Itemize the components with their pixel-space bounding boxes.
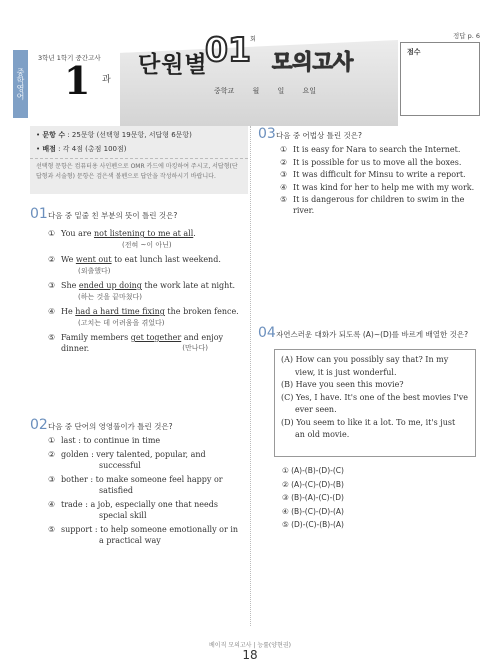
order-option-5[interactable]: ⑤ (D)-(C)-(B)-(A) [282,520,344,529]
definition: : to continue in time [78,436,161,445]
points: • 배점 : 각 4점 (총점 100점) [36,145,127,153]
choice-5[interactable] [48,332,248,354]
vocab-word: trade [61,500,83,509]
notice-description: 선택형 문항은 컴퓨터용 사인펜으로 OMR 카드에 마킹하여 주시고, 서답형(단답형과 서술형) 문항은 검은색 볼펜으로 답안을 작성하시기 바랍니다. [36,163,238,180]
definition-cont: successful [99,461,141,470]
order-option-4[interactable]: ④ (B)-(C)-(D)-(A) [282,506,344,516]
definition: : a job, especially one that needs [85,500,218,509]
choice-2[interactable] [48,449,248,471]
question-count-label: 문항 수 [42,131,66,139]
choice-mark: ② [48,255,56,264]
dialogue-line: an old movie. [295,430,350,439]
question-number: 02 [30,417,48,433]
choice-5[interactable] [280,194,490,216]
dialogue-line: view, it is just wonderful. [295,367,397,377]
meaning-gloss: (하는 것을 끝마쳤다) [78,293,143,301]
choice-list [48,228,248,357]
order-option-1[interactable]: ① (A)-(B)-(D)-(C) [282,466,344,475]
choice-text: You are [61,229,94,238]
underlined-phrase: ended up doing [78,281,142,290]
exam-type: 3학년 1학기 중간고사 [38,54,101,62]
question-number: 03 [258,126,276,142]
definition-cont: special skill [99,511,147,520]
vocab-word: golden [61,450,89,459]
choice-3[interactable] [48,280,248,303]
page-number: 18 [242,648,258,662]
exam-notice [30,126,248,194]
date-day: 일 [277,87,285,95]
underlined-phrase: get together [130,333,182,342]
dialogue-line: ever seen. [295,405,337,414]
question-02 [30,417,248,567]
date-month: 월 [252,87,260,95]
choice-text: to eat lunch last weekend. [111,255,221,264]
choice-4[interactable] [48,306,248,329]
question-04 [258,325,483,345]
date-school: 중학교 [214,87,235,95]
unit-info [30,50,118,118]
underlined-phrase: went out [75,255,112,264]
choice-text-cont: river. [293,206,315,215]
choice-2[interactable] [280,157,490,168]
footer-text: 베이직 모의고사 | 능률(양현권) [209,642,291,649]
vocab-word: last [61,436,76,445]
score-box[interactable] [400,42,480,116]
meaning-gloss: (만나다) [182,344,208,352]
subject-side-tab: 중학영어 [13,50,28,118]
dialogue-line: (B) Have you seen this movie? [281,380,404,389]
question-prompt: 다음 중 어법상 틀린 것은? [276,131,362,140]
title-main: 단원별 [138,52,208,78]
underlined-phrase: not listening to me at all [93,229,194,238]
column-divider [250,126,251,626]
choice-4[interactable] [48,499,248,521]
choice-mark: ① [48,229,56,238]
choice-mark: ② [48,450,56,459]
points-value: : 각 4점 (총점 100점) [58,145,127,153]
choice-1[interactable] [48,228,248,251]
dialogue-line: (C) Yes, I have. It's one of the best movies I've [281,392,469,402]
definition: : to make someone feel happy or [90,475,223,484]
vocab-word: support [61,525,93,534]
choice-text: She [61,281,79,290]
choice-4[interactable] [280,182,490,193]
question-number: 01 [30,206,48,222]
question-count: • 문항 수 : 25문항 (선택형 19문항, 서답형 6문항) [36,131,192,139]
choice-3[interactable] [280,169,490,180]
choice-text: the broken fence. [164,307,239,316]
choice-mark: ③ [280,170,288,179]
choice-mark: ② [280,157,288,167]
question-03 [258,126,483,236]
meaning-gloss: (전혀 ~이 아닌) [122,241,172,249]
notice-divider [30,158,248,159]
vocab-word: bother [61,475,88,484]
meaning-gloss: (고치는 데 어려움을 겪었다) [78,319,165,327]
choice-mark: ④ [48,500,56,509]
question-prompt: 자연스러운 대화가 되도록 (A)~(D)를 바르게 배열한 것은? [276,330,469,339]
score-label: 점수 [407,48,421,56]
order-option-3[interactable]: ③ (B)-(A)-(C)-(D) [282,493,344,502]
definition-cont: satisfied [99,486,133,495]
dialogue-line: (A) How can you possibly say that? In my [281,355,449,364]
question-01 [30,206,248,376]
choice-text: Family members [61,333,131,342]
lesson-number: 1 [64,58,91,103]
definition-cont: a practical way [99,536,161,545]
points-label: 배점 [42,145,56,153]
choice-mark: ④ [280,182,288,192]
question-number: 04 [258,325,276,341]
date-fields [214,86,332,96]
choice-text: It was kind for her to help me with my work. [293,182,475,192]
choice-mark: ① [280,145,288,154]
title-number: 01 [205,30,251,69]
question-prompt: 다음 중 밑줄 친 부분의 뜻이 틀린 것은? [48,211,178,220]
dialogue-line: (D) You seem to like it a lot. To me, it's just [281,417,456,427]
choice-text: the work late at night. [141,281,236,290]
choice-text: It was difficult for Minsu to write a report. [293,170,466,179]
choice-text: dinner. [61,344,90,353]
choice-mark: ⑤ [280,195,288,204]
choice-3[interactable] [48,474,248,496]
answer-reference: 정답 p. 6 [452,32,480,40]
choice-mark: ③ [48,281,56,290]
definition: : very talented, popular, and [91,450,206,459]
question-count-value: : 25문항 (선택형 19문항, 서답형 6문항) [67,131,192,139]
date-weekday: 요일 [302,87,317,95]
dialogue-box [274,349,476,457]
choice-text: We [61,255,76,264]
choice-5[interactable] [48,524,248,546]
meaning-gloss: (외출했다) [78,267,111,275]
choice-list [48,435,248,549]
choice-mark: ⑤ [48,525,56,534]
choice-mark: ⑤ [48,333,56,342]
lesson-suffix: 과 [102,75,111,85]
choice-1[interactable] [48,435,248,446]
choice-text: It is easy for Nara to search the Internet. [293,145,461,154]
order-option-2[interactable]: ② (A)-(C)-(D)-(B) [282,479,344,489]
choice-mark: ④ [48,307,56,316]
order-options [282,464,344,532]
choice-mark: ① [48,436,56,445]
choice-text: and enjoy [181,333,224,342]
choice-1[interactable] [280,144,490,155]
choice-text: It is possible for us to move all the boxes. [293,157,462,167]
choice-text: . [193,229,196,238]
underlined-phrase: had a hard time fixing [75,307,165,316]
question-prompt: 다음 중 단어의 영영풀이가 틀린 것은? [48,422,173,431]
choice-2[interactable] [48,254,248,277]
choice-mark: ③ [48,475,56,484]
title-hoe: 회 [250,36,256,43]
definition: : to help someone emotionally or in [94,525,239,534]
title-sub: 모의고사 [272,50,354,74]
choice-list [280,144,490,219]
choice-text: It is dangerous for children to swim in the [293,195,465,204]
choice-text: He [61,307,76,316]
